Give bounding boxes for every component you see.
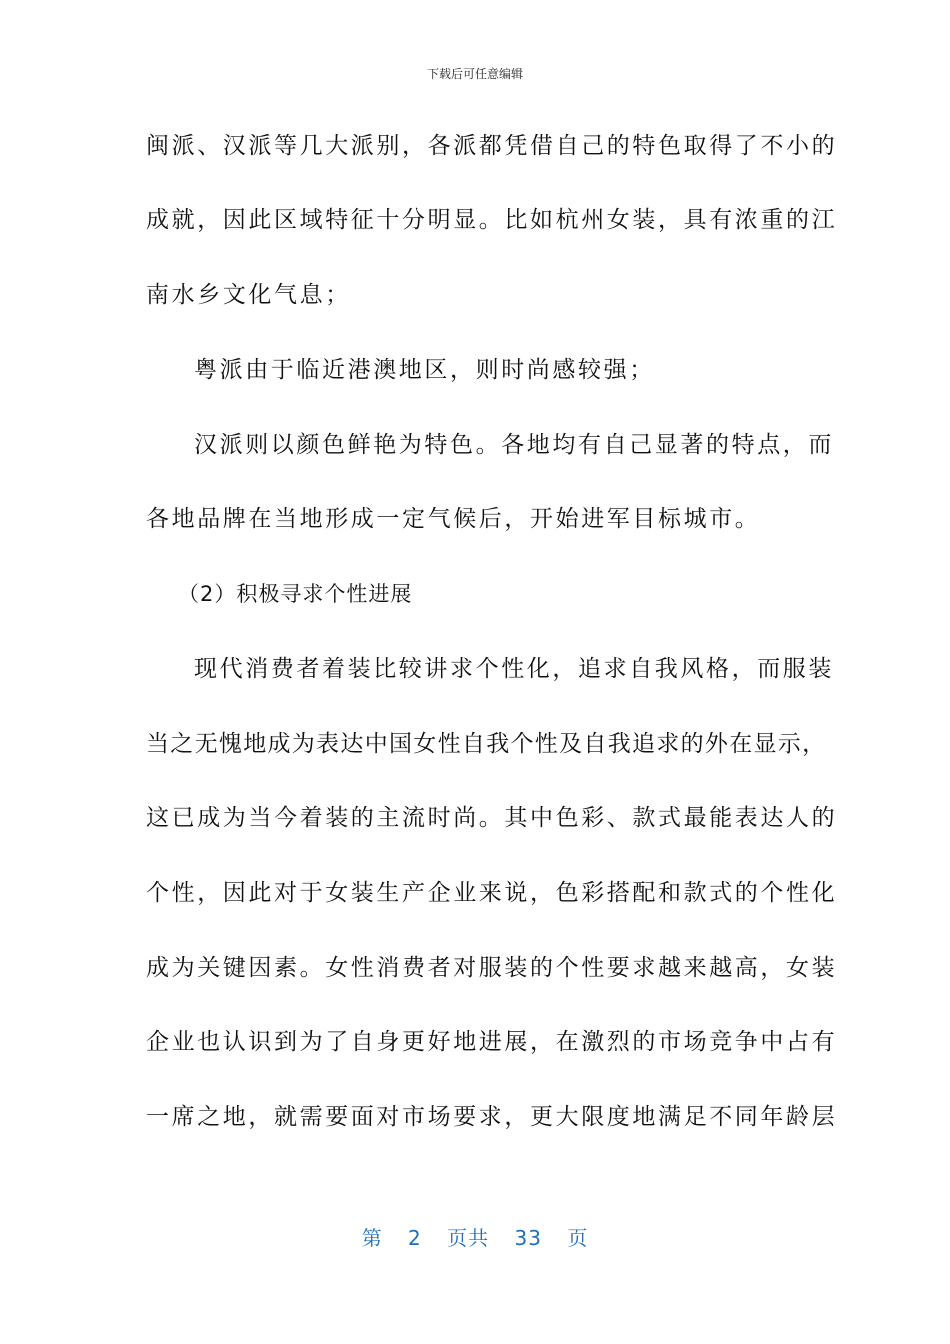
body-text-line: 一席之地，就需要面对市场要求，更大限度地满足不同年龄层 [146,1104,838,1130]
body-text-line: 闽派、汉派等几大派别，各派都凭借自己的特色取得了不小的 [146,133,838,159]
body-text-line: 这已成为当今着装的主流时尚。其中色彩、款式最能表达人的 [146,805,838,831]
body-text-line: 各地品牌在当地形成一定气候后，开始进军目标城市。 [146,506,761,532]
page-footer [0,1224,950,1252]
total-page-count: 33 [514,1226,542,1250]
footer-prefix: 第 [361,1226,383,1250]
footer-suffix: 页 [567,1226,589,1250]
body-text-line: 成为关键因素。女性消费者对服装的个性要求越来越高，女装 [146,955,838,981]
body-text-line: 南水乡文化气息； [146,282,351,308]
body-text-line: 现代消费者着装比较讲求个性化，追求自我风格，而服装 [194,656,834,682]
page-header: 下载后可任意编辑 [426,67,523,81]
body-text-line: 成就，因此区域特征十分明显。比如杭州女装，具有浓重的江 [146,207,838,233]
footer-middle: 页共 [447,1226,490,1250]
current-page-number: 2 [408,1226,422,1250]
body-text-line: 企业也认识到为了自身更好地进展，在激烈的市场竞争中占有 [146,1029,838,1055]
body-text-line: 个性，因此对于女装生产企业来说，色彩搭配和款式的个性化 [146,880,838,906]
section-heading: （2）积极寻求个性进展 [178,582,413,606]
body-text-line: 粤派由于临近港澳地区，则时尚感较强； [194,357,655,383]
body-text-line: 汉派则以颜色鲜艳为特色。各地均有自己显著的特点，而 [194,432,834,458]
body-text-line: 当之无愧地成为表达中国女性自我个性及自我追求的外在显示， [146,731,827,757]
